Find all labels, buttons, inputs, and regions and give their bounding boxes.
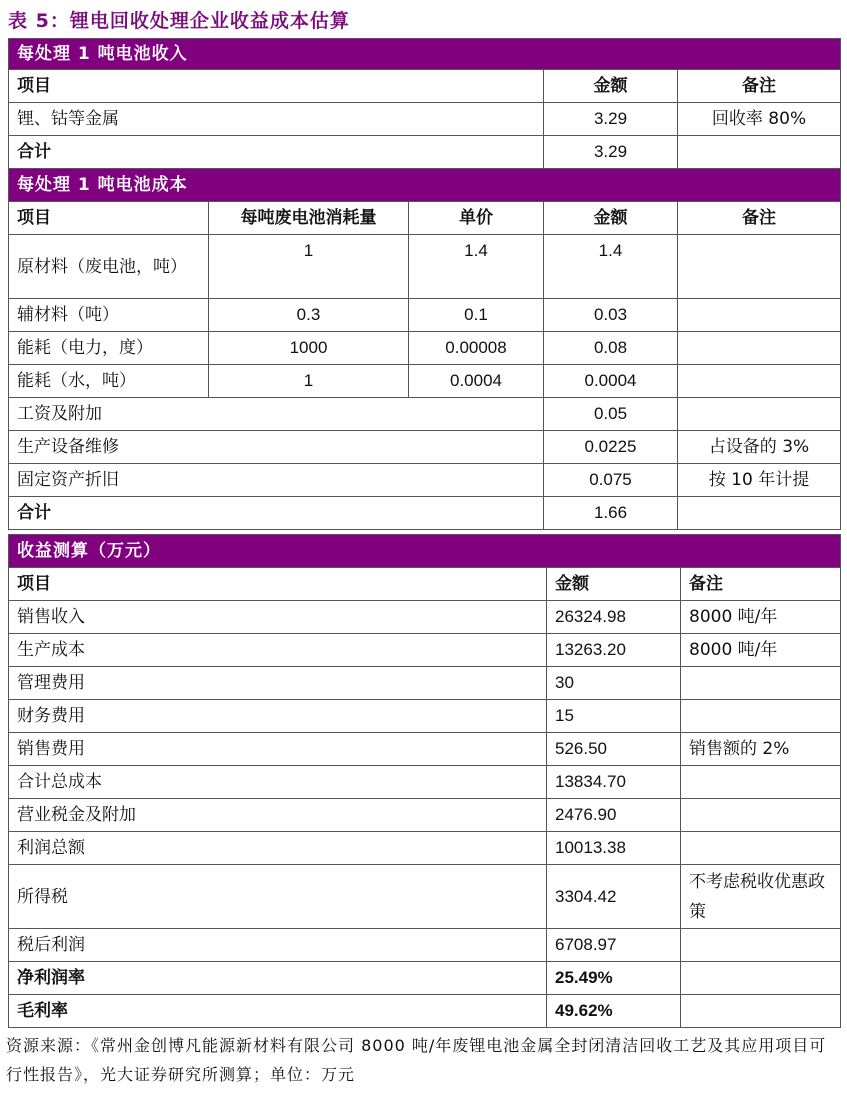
note-cell <box>678 136 841 169</box>
amount-cell: 26324.98 <box>547 601 681 634</box>
note-cell <box>678 332 841 365</box>
table-row <box>9 700 841 733</box>
section-header-income <box>9 39 841 70</box>
table-row <box>9 497 841 530</box>
note-cell <box>681 799 841 832</box>
table-row <box>9 136 841 169</box>
amount-cell: 0.05 <box>544 398 678 431</box>
price-cell: 0.0004 <box>409 365 544 398</box>
note-cell: 8000 吨/年 <box>681 634 841 667</box>
amount-cell: 49.62% <box>547 995 681 1028</box>
item-cell: 合计 <box>9 136 544 169</box>
col-header-item: 项目 <box>9 202 209 235</box>
table-row <box>9 299 841 332</box>
note-cell: 回收率 80% <box>678 103 841 136</box>
section-header-profit <box>9 535 841 568</box>
amount-cell: 0.075 <box>544 464 678 497</box>
amount-cell: 13263.20 <box>547 634 681 667</box>
item-cell: 管理费用 <box>9 667 547 700</box>
qty-cell: 0.3 <box>209 299 409 332</box>
amount-cell: 30 <box>547 667 681 700</box>
note-cell <box>678 235 841 299</box>
income-header: 每处理 1 吨电池收入 <box>9 39 841 70</box>
item-cell: 销售费用 <box>9 733 547 766</box>
col-header-price: 单价 <box>409 202 544 235</box>
item-cell: 辅材料（吨） <box>9 299 209 332</box>
item-cell: 工资及附加 <box>9 398 544 431</box>
amount-cell: 6708.97 <box>547 929 681 962</box>
section-header-cost <box>9 169 841 202</box>
table-row <box>9 733 841 766</box>
note-cell <box>681 700 841 733</box>
item-cell: 净利润率 <box>9 962 547 995</box>
item-cell: 合计总成本 <box>9 766 547 799</box>
amount-cell: 13834.70 <box>547 766 681 799</box>
price-cell: 0.00008 <box>409 332 544 365</box>
source-note: 资源来源：《常州金创博凡能源新材料有限公司 8000 吨/年废锂电池金属全封闭清洁回收工艺及其应用项目可行性报告》，光大证券研究所测算；单位：万元 <box>6 1036 827 1084</box>
table-row <box>9 865 841 929</box>
qty-cell: 1000 <box>209 332 409 365</box>
qty-cell: 1 <box>209 365 409 398</box>
item-cell: 财务费用 <box>9 700 547 733</box>
col-header-qty: 每吨废电池消耗量 <box>209 202 409 235</box>
table-row <box>9 601 841 634</box>
note-cell <box>681 962 841 995</box>
amount-cell: 526.50 <box>547 733 681 766</box>
col-header-note: 备注 <box>681 568 841 601</box>
note-cell <box>681 929 841 962</box>
table-row <box>9 365 841 398</box>
item-cell: 锂、钴等金属 <box>9 103 544 136</box>
table-row <box>9 799 841 832</box>
price-cell: 1.4 <box>409 235 544 299</box>
item-cell: 营业税金及附加 <box>9 799 547 832</box>
amount-cell: 15 <box>547 700 681 733</box>
amount-cell: 2476.90 <box>547 799 681 832</box>
item-cell: 能耗（电力，度） <box>9 332 209 365</box>
col-header-item: 项目 <box>9 568 547 601</box>
note-cell <box>678 497 841 530</box>
amount-cell: 1.4 <box>544 235 678 299</box>
note-cell: 按 10 年计提 <box>678 464 841 497</box>
table-row <box>9 962 841 995</box>
table-title: 表 5：锂电回收处理企业收益成本估算 <box>8 10 350 32</box>
table-row <box>9 667 841 700</box>
amount-cell: 25.49% <box>547 962 681 995</box>
item-cell: 合计 <box>9 497 544 530</box>
item-cell: 固定资产折旧 <box>9 464 544 497</box>
note-cell: 不考虑税收优惠政策 <box>681 865 841 929</box>
item-cell: 所得税 <box>9 865 547 929</box>
item-cell: 税后利润 <box>9 929 547 962</box>
price-cell: 0.1 <box>409 299 544 332</box>
table-row <box>9 70 841 103</box>
note-cell: 占设备的 3% <box>678 431 841 464</box>
note-cell <box>678 365 841 398</box>
table-row <box>9 832 841 865</box>
col-header-item: 项目 <box>9 70 544 103</box>
table-row <box>9 995 841 1028</box>
note-cell: 8000 吨/年 <box>681 601 841 634</box>
table-row <box>9 398 841 431</box>
note-cell: 销售额的 2% <box>681 733 841 766</box>
item-cell: 生产设备维修 <box>9 431 544 464</box>
note-cell <box>681 766 841 799</box>
note-cell <box>681 995 841 1028</box>
table-row <box>9 929 841 962</box>
income-cost-table <box>8 38 841 530</box>
profit-table <box>8 534 841 1028</box>
table-row <box>9 103 841 136</box>
col-header-note: 备注 <box>678 202 841 235</box>
item-cell: 销售收入 <box>9 601 547 634</box>
table-row <box>9 766 841 799</box>
table-row <box>9 202 841 235</box>
amount-cell: 0.0225 <box>544 431 678 464</box>
amount-cell: 0.08 <box>544 332 678 365</box>
amount-cell: 3.29 <box>544 103 678 136</box>
note-cell <box>678 299 841 332</box>
item-cell: 生产成本 <box>9 634 547 667</box>
qty-cell: 1 <box>209 235 409 299</box>
note-cell <box>678 398 841 431</box>
col-header-amount: 金额 <box>544 70 678 103</box>
table-row <box>9 235 841 299</box>
col-header-note: 备注 <box>678 70 841 103</box>
amount-cell: 10013.38 <box>547 832 681 865</box>
profit-header: 收益测算（万元） <box>9 535 841 568</box>
item-cell: 原材料（废电池，吨） <box>9 235 209 299</box>
item-cell: 利润总额 <box>9 832 547 865</box>
table-row <box>9 464 841 497</box>
item-cell: 毛利率 <box>9 995 547 1028</box>
note-cell <box>681 832 841 865</box>
amount-cell: 3.29 <box>544 136 678 169</box>
table-row <box>9 634 841 667</box>
table-row <box>9 431 841 464</box>
item-cell: 能耗（水，吨） <box>9 365 209 398</box>
amount-cell: 0.03 <box>544 299 678 332</box>
table-row <box>9 568 841 601</box>
cost-header: 每处理 1 吨电池成本 <box>9 169 841 202</box>
amount-cell: 0.0004 <box>544 365 678 398</box>
amount-cell: 3304.42 <box>547 865 681 929</box>
amount-cell: 1.66 <box>544 497 678 530</box>
note-cell <box>681 667 841 700</box>
col-header-amount: 金额 <box>547 568 681 601</box>
table-row <box>9 332 841 365</box>
col-header-amount: 金额 <box>544 202 678 235</box>
